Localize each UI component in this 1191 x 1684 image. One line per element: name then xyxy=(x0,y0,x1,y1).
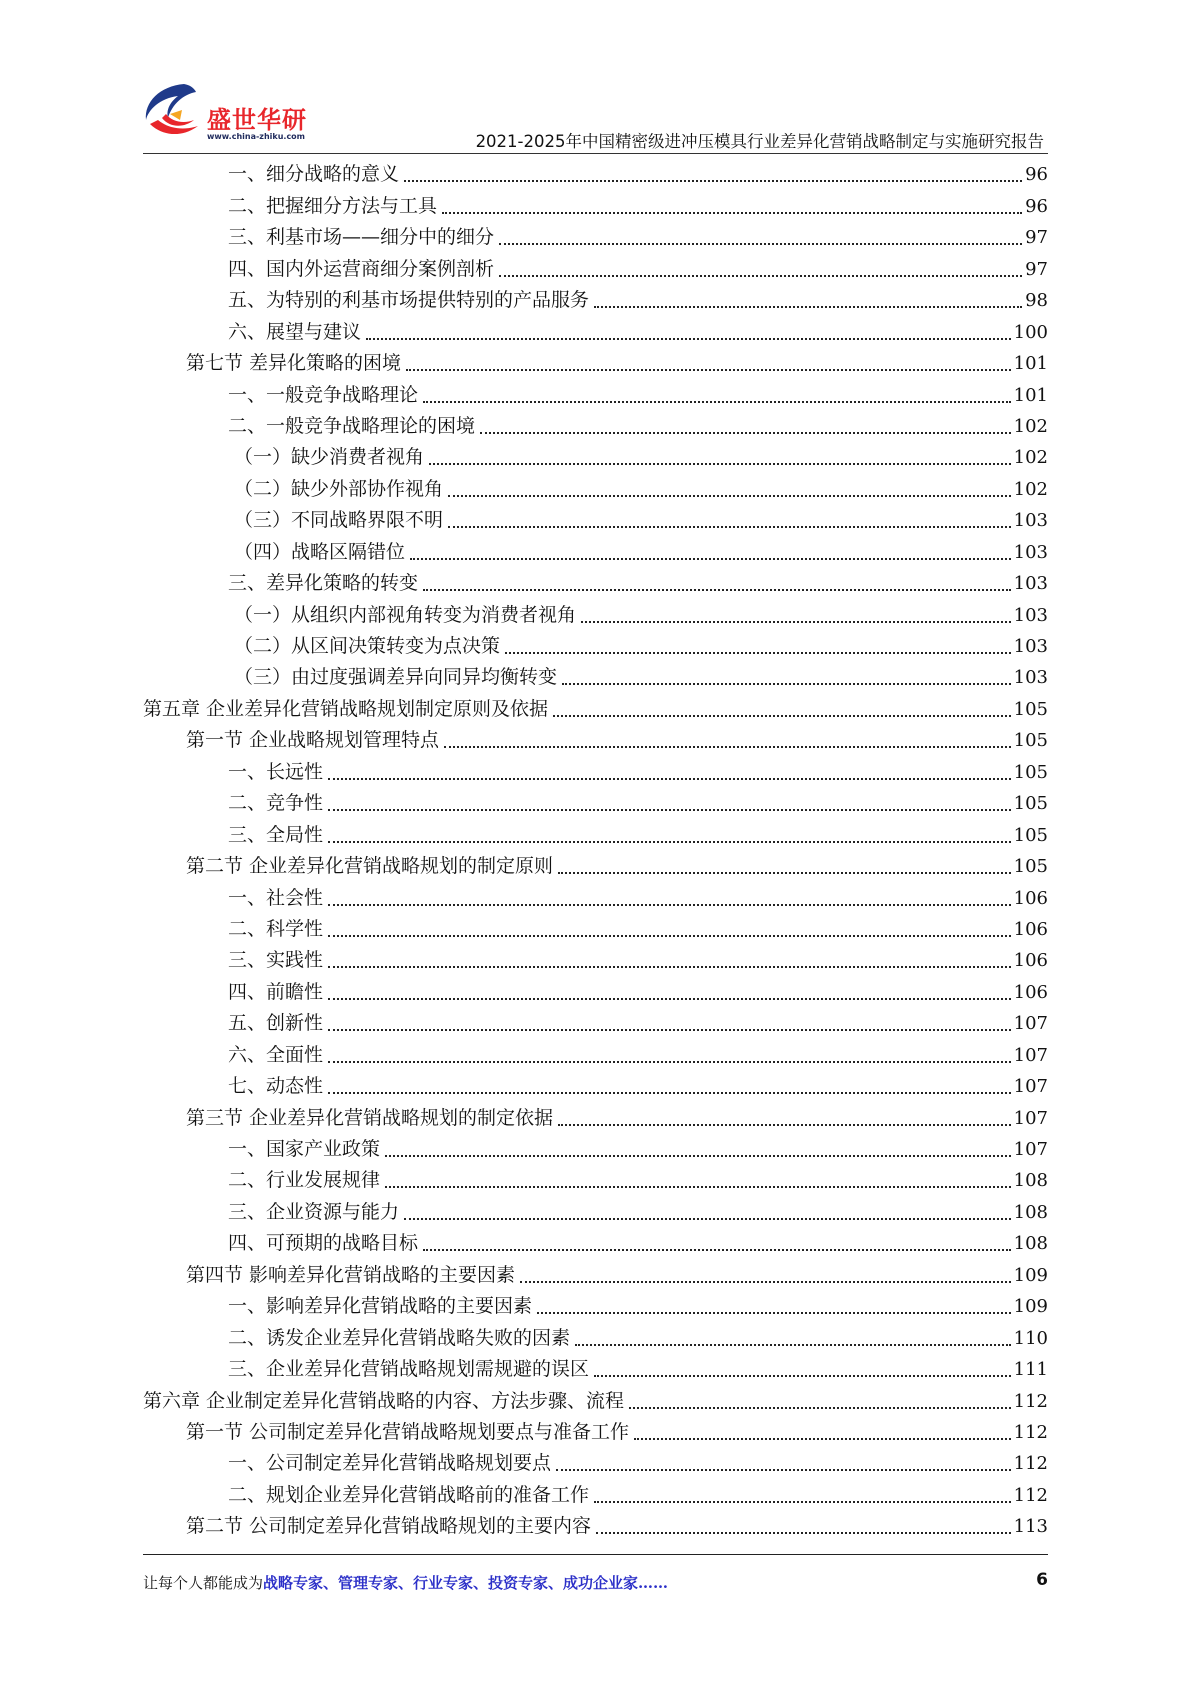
toc-entry[interactable] xyxy=(143,1134,1048,1165)
toc-entry-page: 113 xyxy=(1013,1516,1048,1538)
toc-entry-page: 112 xyxy=(1013,1421,1048,1443)
toc-entry[interactable] xyxy=(143,756,1048,787)
toc-entry-page: 103 xyxy=(1013,667,1048,689)
toc-entry-title: （三）不同战略界限不明 xyxy=(234,509,444,532)
toc-entry-title: 三、企业差异化营销战略规划需规避的误区 xyxy=(228,1358,590,1381)
footer-divider xyxy=(143,1554,1048,1555)
toc-entry-page: 102 xyxy=(1013,447,1048,469)
toc-entry-page: 105 xyxy=(1013,730,1048,752)
toc-entry-page: 105 xyxy=(1013,761,1048,783)
toc-entry[interactable] xyxy=(143,788,1048,819)
toc-entry-title: 二、科学性 xyxy=(228,917,324,940)
toc-entry[interactable] xyxy=(143,599,1048,630)
toc-entry[interactable] xyxy=(143,819,1048,850)
toc-entry[interactable] xyxy=(143,1008,1048,1039)
toc-leader-dots xyxy=(556,1469,1011,1471)
toc-leader-dots xyxy=(596,1532,1011,1534)
toc-entry-page: 100 xyxy=(1013,321,1048,343)
toc-entry-page: 102 xyxy=(1013,415,1048,437)
toc-entry[interactable] xyxy=(143,1259,1048,1290)
slogan-prefix: 让每个人都能成为 xyxy=(143,1574,264,1592)
brand-name: 盛世华研 xyxy=(207,106,307,134)
toc-entry-title: 二、把握细分方法与工具 xyxy=(228,194,438,217)
toc-leader-dots xyxy=(328,966,1011,968)
toc-entry[interactable] xyxy=(143,1071,1048,1102)
toc-entry-title: （一）从组织内部视角转变为消费者视角 xyxy=(234,603,577,626)
toc-entry-title: （二）缺少外部协作视角 xyxy=(234,477,444,500)
toc-entry[interactable] xyxy=(143,536,1048,567)
toc-entry[interactable] xyxy=(143,253,1048,284)
toc-leader-dots xyxy=(429,463,1011,465)
toc-entry-page: 105 xyxy=(1013,824,1048,846)
toc-entry[interactable] xyxy=(143,631,1048,662)
toc-entry[interactable] xyxy=(143,285,1048,316)
toc-leader-dots xyxy=(328,1092,1011,1094)
toc-entry-title: 一、社会性 xyxy=(228,886,324,909)
toc-leader-dots xyxy=(594,1501,1011,1503)
toc-entry-title: 三、差异化策略的转变 xyxy=(228,572,419,595)
toc-entry-page: 105 xyxy=(1013,856,1048,878)
toc-entry-page: 108 xyxy=(1013,1233,1048,1255)
toc-leader-dots xyxy=(480,432,1011,434)
toc-leader-dots xyxy=(385,1155,1011,1157)
toc-entry[interactable] xyxy=(143,914,1048,945)
page-number: 6 xyxy=(1036,1570,1048,1590)
toc-entry[interactable] xyxy=(143,190,1048,221)
toc-entry-title: 第六章 企业制定差异化营销战略的内容、方法步骤、流程 xyxy=(143,1389,625,1412)
toc-leader-dots xyxy=(423,401,1011,403)
toc-entry[interactable] xyxy=(143,1322,1048,1353)
toc-entry-title: 三、全局性 xyxy=(228,823,324,846)
toc-entry-page: 103 xyxy=(1013,604,1048,626)
toc-entry-title: （一）缺少消费者视角 xyxy=(234,446,425,469)
toc-leader-dots xyxy=(505,652,1011,654)
toc-entry-title: 四、可预期的战略目标 xyxy=(228,1232,419,1255)
toc-leader-dots xyxy=(499,243,1022,245)
toc-entry[interactable] xyxy=(143,882,1048,913)
toc-entry[interactable] xyxy=(143,851,1048,882)
toc-entry-title: 一、公司制定差异化营销战略规划要点 xyxy=(228,1452,552,1475)
toc-entry-title: 五、为特别的利基市场提供特别的产品服务 xyxy=(228,289,590,312)
toc-entry-title: 一、影响差异化营销战略的主要因素 xyxy=(228,1295,533,1318)
toc-entry-title: 第一节 企业战略规划管理特点 xyxy=(186,729,440,752)
toc-entry[interactable] xyxy=(143,1385,1048,1416)
toc-leader-dots xyxy=(537,1312,1011,1314)
brand-url: www.china-zhiku.com xyxy=(207,132,306,141)
toc-leader-dots xyxy=(448,526,1011,528)
toc-entry[interactable] xyxy=(143,473,1048,504)
toc-entry-title: 六、展望与建议 xyxy=(228,320,362,343)
toc-leader-dots xyxy=(562,683,1011,685)
toc-entry-page: 96 xyxy=(1025,195,1048,217)
toc-entry-page: 97 xyxy=(1025,227,1048,249)
toc-entry[interactable] xyxy=(143,1039,1048,1070)
toc-entry-page: 112 xyxy=(1013,1453,1048,1475)
toc-entry[interactable] xyxy=(143,1196,1048,1227)
toc-entry-title: 第五章 企业差异化营销战略规划制定原则及依据 xyxy=(143,697,549,720)
toc-entry-title: 四、前瞻性 xyxy=(228,980,324,1003)
logo-emblem-icon xyxy=(140,80,210,150)
toc-entry[interactable] xyxy=(143,1102,1048,1133)
toc-leader-dots xyxy=(558,872,1011,874)
toc-leader-dots xyxy=(328,904,1011,906)
toc-entry-page: 112 xyxy=(1013,1484,1048,1506)
toc-leader-dots xyxy=(594,306,1022,308)
toc-entry[interactable] xyxy=(143,1228,1048,1259)
toc-entry-page: 106 xyxy=(1013,887,1048,909)
toc-entry-title: 五、创新性 xyxy=(228,1012,324,1035)
toc-entry[interactable] xyxy=(143,976,1048,1007)
toc-entry-title: 二、诱发企业差异化营销战略失败的因素 xyxy=(228,1326,571,1349)
toc-entry-title: 四、国内外运营商细分案例剖析 xyxy=(228,257,495,280)
toc-entry-title: 二、规划企业差异化营销战略前的准备工作 xyxy=(228,1483,590,1506)
toc-leader-dots xyxy=(404,180,1022,182)
toc-leader-dots xyxy=(594,1375,1011,1377)
toc-leader-dots xyxy=(404,1218,1011,1220)
toc-entry[interactable] xyxy=(143,1417,1048,1448)
toc-entry[interactable] xyxy=(143,1165,1048,1196)
toc-entry-page: 105 xyxy=(1013,793,1048,815)
toc-leader-dots xyxy=(520,1281,1011,1283)
toc-entry-title: 一、国家产业政策 xyxy=(228,1138,381,1160)
toc-entry-title: 六、全面性 xyxy=(228,1043,324,1066)
toc-leader-dots xyxy=(629,1407,1011,1409)
toc-entry-title: （四）战略区隔错位 xyxy=(234,540,406,563)
toc-leader-dots xyxy=(558,1124,1011,1126)
toc-entry-page: 109 xyxy=(1013,1264,1048,1286)
toc-leader-dots xyxy=(423,1249,1011,1251)
toc-entry[interactable] xyxy=(143,505,1048,536)
toc-entry-page: 107 xyxy=(1013,1139,1048,1160)
toc-entry-title: 七、动态性 xyxy=(228,1075,324,1098)
toc-entry[interactable] xyxy=(143,442,1048,473)
toc-entry-page: 97 xyxy=(1025,258,1048,280)
toc-leader-dots xyxy=(328,935,1011,937)
toc-entry-page: 106 xyxy=(1013,950,1048,972)
toc-leader-dots xyxy=(442,212,1022,214)
toc-leader-dots xyxy=(581,621,1011,623)
toc-entry-title: 第二节 公司制定差异化营销战略规划的主要内容 xyxy=(186,1515,592,1538)
toc-entry[interactable] xyxy=(143,411,1048,442)
toc-entry-page: 109 xyxy=(1013,1296,1048,1318)
toc-entry-page: 107 xyxy=(1013,1044,1048,1066)
toc-entry-title: 第二节 企业差异化营销战略规划的制定原则 xyxy=(186,855,554,878)
toc-entry-page: 101 xyxy=(1013,384,1048,406)
toc-entry-title: 第七节 差异化策略的困境 xyxy=(186,352,402,375)
header-divider xyxy=(143,153,1048,154)
toc-entry[interactable] xyxy=(143,1479,1048,1510)
toc-entry-title: 三、利基市场——细分中的细分 xyxy=(228,226,495,249)
toc-entry-page: 103 xyxy=(1013,573,1048,595)
toc-entry-page: 103 xyxy=(1013,510,1048,532)
toc-entry-page: 107 xyxy=(1013,1107,1048,1129)
toc-entry-title: 三、企业资源与能力 xyxy=(228,1200,400,1223)
toc-entry-page: 108 xyxy=(1013,1201,1048,1223)
toc-entry[interactable] xyxy=(143,379,1048,410)
toc-entry-page: 101 xyxy=(1013,353,1048,375)
toc-leader-dots xyxy=(328,1061,1011,1063)
toc-leader-dots xyxy=(406,369,1011,371)
toc-entry[interactable] xyxy=(143,222,1048,253)
toc-entry-page: 105 xyxy=(1013,698,1048,720)
document-title: 2021-2025年中国精密级进冲压模具行业差异化营销战略制定与实施研究报告 xyxy=(475,132,1044,151)
toc-leader-dots xyxy=(423,589,1011,591)
toc-entry-page: 106 xyxy=(1013,981,1048,1003)
toc-entry-page: 111 xyxy=(1013,1359,1048,1381)
toc-leader-dots xyxy=(575,1344,1011,1346)
toc-entry-page: 98 xyxy=(1025,290,1048,312)
toc-leader-dots xyxy=(499,275,1022,277)
toc-leader-dots xyxy=(328,841,1011,843)
toc-leader-dots xyxy=(328,809,1011,811)
toc-leader-dots xyxy=(328,998,1011,1000)
toc-entry[interactable] xyxy=(143,159,1048,190)
toc-entry-page: 108 xyxy=(1013,1170,1048,1192)
toc-entry-title: 二、一般竞争战略理论的困境 xyxy=(228,414,476,437)
toc-leader-dots xyxy=(366,338,1011,340)
toc-entry-title: 三、实践性 xyxy=(228,949,324,972)
toc-entry[interactable] xyxy=(143,945,1048,976)
toc-entry-page: 112 xyxy=(1013,1390,1048,1412)
toc-entry[interactable] xyxy=(143,693,1048,724)
toc-leader-dots xyxy=(410,558,1011,560)
toc-entry-page: 96 xyxy=(1025,164,1048,186)
toc-entry-title: 第四节 影响差异化营销战略的主要因素 xyxy=(186,1263,516,1286)
toc-leader-dots xyxy=(448,495,1011,497)
toc-entry[interactable] xyxy=(143,725,1048,756)
toc-entry[interactable] xyxy=(143,662,1048,693)
toc-entry-page: 107 xyxy=(1013,1076,1048,1098)
toc-entry-page: 102 xyxy=(1013,478,1048,500)
toc-leader-dots xyxy=(553,715,1011,717)
toc-entry-title: 一、细分战略的意义 xyxy=(228,163,400,186)
slogan-highlight: 战略专家、管理专家、行业专家、投资专家、成功企业家…… xyxy=(263,1574,669,1592)
toc-entry-title: 二、行业发展规律 xyxy=(228,1169,381,1192)
toc-entry-page: 103 xyxy=(1013,636,1048,657)
toc-leader-dots xyxy=(444,746,1011,748)
toc-leader-dots xyxy=(634,1438,1011,1440)
toc-entry[interactable] xyxy=(143,316,1048,347)
toc-entry[interactable] xyxy=(143,568,1048,599)
toc-entry[interactable] xyxy=(143,1448,1048,1479)
toc-entry-title: 一、一般竞争战略理论 xyxy=(228,383,419,406)
toc-leader-dots xyxy=(328,778,1011,780)
toc-entry-title: 二、竞争性 xyxy=(228,792,324,815)
toc-entry-title: 第三节 企业差异化营销战略规划的制定依据 xyxy=(186,1106,554,1129)
toc-entry-page: 107 xyxy=(1013,1013,1048,1035)
toc-entry-page: 103 xyxy=(1013,541,1048,563)
toc-entry[interactable] xyxy=(143,1354,1048,1385)
footer-slogan xyxy=(143,1572,668,1593)
toc-entry-title: （二）从区间决策转变为点决策 xyxy=(234,635,501,657)
toc-leader-dots xyxy=(385,1186,1011,1188)
table-of-contents xyxy=(143,159,1048,1542)
toc-entry[interactable] xyxy=(143,1511,1048,1542)
toc-entry-title: 第一节 公司制定差异化营销战略规划要点与准备工作 xyxy=(186,1420,630,1443)
toc-entry-page: 106 xyxy=(1013,918,1048,940)
toc-leader-dots xyxy=(328,1029,1011,1031)
toc-entry-page: 110 xyxy=(1013,1327,1048,1349)
toc-entry-title: 一、长远性 xyxy=(228,760,324,783)
toc-entry[interactable] xyxy=(143,1291,1048,1322)
toc-entry-title: （三）由过度强调差异向同异均衡转变 xyxy=(234,666,558,689)
toc-entry[interactable] xyxy=(143,348,1048,379)
